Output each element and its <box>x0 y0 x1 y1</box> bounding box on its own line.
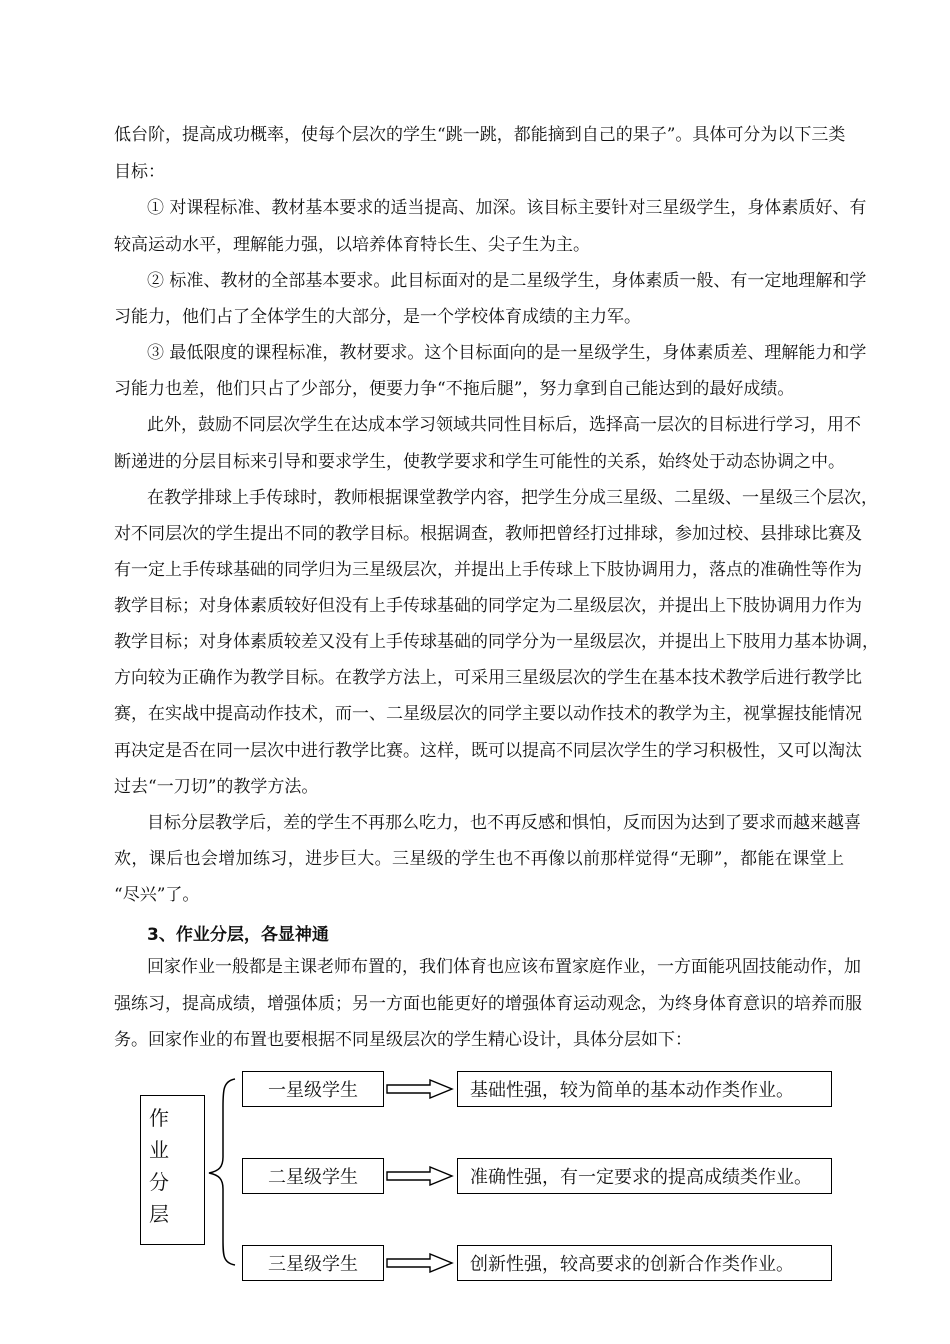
text-line: 过去“一刀切”的教学方法。 <box>114 777 319 797</box>
root-char: 分 <box>149 1170 169 1194</box>
root-char: 业 <box>149 1138 169 1162</box>
level-three-desc-box <box>457 1245 832 1281</box>
text-line: 务。回家作业的布置也要根据不同星级层次的学生精心设计，具体分层如下： <box>114 1030 692 1050</box>
text-line: 习能力，他们占了全体学生的大部分，是一个学校体育成绩的主力军。 <box>114 307 641 327</box>
text-line: “尽兴”了。 <box>114 885 200 905</box>
level-three-star-box <box>242 1245 384 1281</box>
text-line: ① 对课程标准、教材基本要求的适当提高、加深。该目标主要针对三星级学生，身体素质好、有 <box>147 198 867 218</box>
level-label: 一星级学生 <box>268 1080 358 1101</box>
text-line: 低台阶，提高成功概率，使每个层次的学生“跳一跳，都能摘到自己的果子”。具体可分为以下三类 <box>114 125 846 145</box>
section-heading: 3、作业分层，各显神通 <box>147 925 329 945</box>
level-two-star-box <box>242 1158 384 1194</box>
double-arrow-icon <box>386 1079 454 1099</box>
text-line: ③ 最低限度的课程标准，教材要求。这个目标面向的是一星级学生，身体素质差、理解能力和学 <box>147 343 867 363</box>
text-line: 在教学排球上手传球时，教师根据课堂教学内容，把学生分成三星级、二星级、一星级三个层次， <box>147 488 878 508</box>
text-line: 习能力也差，他们只占了少部分，便要力争“不拖后腿”，努力拿到自己能达到的最好成绩。 <box>114 379 795 399</box>
root-char: 作 <box>149 1106 169 1130</box>
level-one-desc-box <box>457 1071 832 1107</box>
text-line: 再决定是否在同一层次中进行教学比赛。这样，既可以提高不同层次学生的学习积极性，又可以淘汰 <box>114 741 862 761</box>
level-label: 三星级学生 <box>268 1254 358 1275</box>
text-line: 回家作业一般都是主课老师布置的，我们体育也应该布置家庭作业，一方面能巩固技能动作，加 <box>147 957 861 977</box>
level-label: 二星级学生 <box>268 1167 358 1188</box>
text-line: 目标分层教学后，差的学生不再那么吃力，也不再反感和惧怕，反而因为达到了要求而越来越喜 <box>147 813 861 833</box>
brace-icon <box>205 1077 237 1267</box>
root-char: 层 <box>149 1202 169 1226</box>
level-two-desc-box <box>457 1158 832 1194</box>
text-line: 方向较为正确作为教学目标。在教学方法上，可采用三星级层次的学生在基本技术教学后进行教学比 <box>114 668 862 688</box>
text-line: 教学目标；对身体素质较差又没有上手传球基础的同学分为一星级层次，并提出上下肢用力基本协调， <box>114 632 879 652</box>
text-line: 强练习，提高成绩，增强体质；另一方面也能更好的增强体育运动观念，为终身体育意识的培养而服 <box>114 994 862 1014</box>
text-line: 较高运动水平，理解能力强，以培养体育特长生、尖子生为主。 <box>114 235 590 255</box>
text-line: 欢，课后也会增加练习，进步巨大。三星级的学生也不再像以前那样觉得“无聊”，都能在课堂上 <box>114 849 844 869</box>
homework-layering-box <box>140 1095 205 1245</box>
text-line: 目标： <box>114 162 165 182</box>
text-line: 有一定上手传球基础的同学归为三星级层次，并提出上手传球上下肢协调用力，落点的准确性等作为 <box>114 560 862 580</box>
text-line: 断递进的分层目标来引导和要求学生，使教学要求和学生可能性的关系，始终处于动态协调之中。 <box>114 452 845 472</box>
double-arrow-icon <box>386 1166 454 1186</box>
text-line: ② 标准、教材的全部基本要求。此目标面对的是二星级学生，身体素质一般、有一定地理解和学 <box>147 271 867 291</box>
text-line: 赛，在实战中提高动作技术，而一、二星级层次的同学主要以动作技术的教学为主，视掌握技能情况 <box>114 704 862 724</box>
text-line: 对不同层次的学生提出不同的教学目标。根据调查，教师把曾经打过排球，参加过校、县排球比赛及 <box>114 524 862 544</box>
text-line: 教学目标；对身体素质较好但没有上手传球基础的同学定为二星级层次，并提出上下肢协调用力作为 <box>114 596 862 616</box>
level-desc: 准确性强，有一定要求的提高成绩类作业。 <box>470 1167 812 1188</box>
level-desc: 基础性强，较为简单的基本动作类作业。 <box>470 1080 794 1101</box>
double-arrow-icon <box>386 1253 454 1273</box>
level-one-star-box <box>242 1071 384 1107</box>
level-desc: 创新性强，较高要求的创新合作类作业。 <box>470 1254 794 1275</box>
text-line: 此外，鼓励不同层次学生在达成本学习领域共同性目标后，选择高一层次的目标进行学习，用不 <box>147 415 861 435</box>
